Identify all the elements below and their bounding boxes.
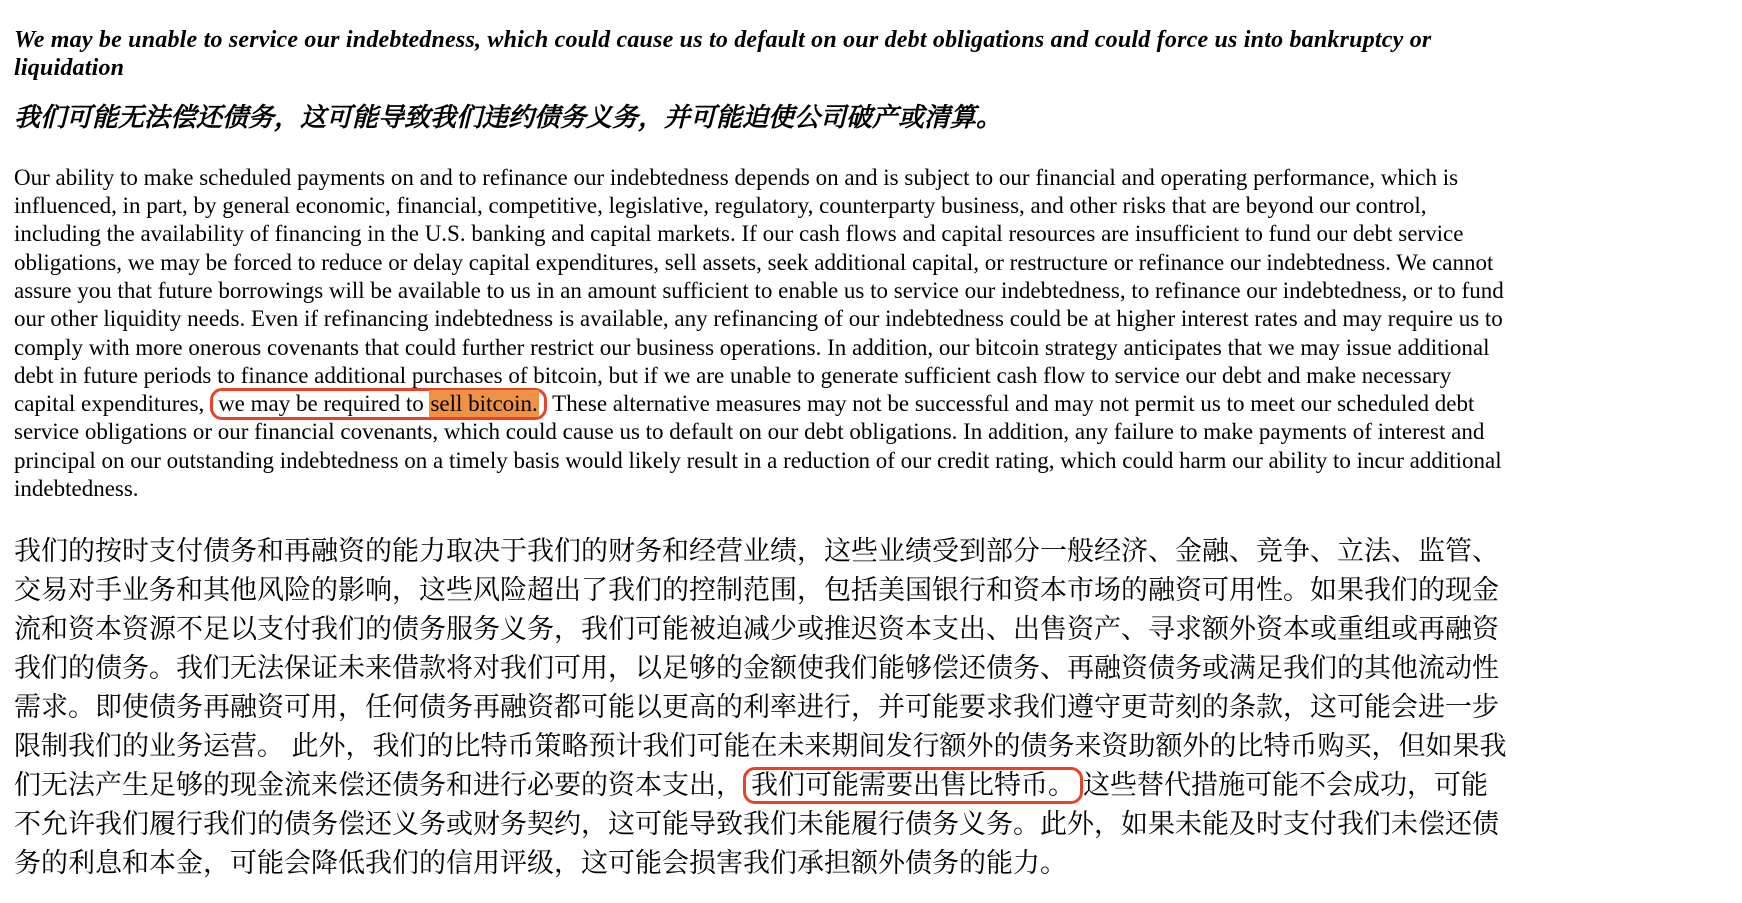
risk-heading-zh: 我们可能无法偿还债务，这可能导致我们违约债务义务，并可能迫使公司破产或清算。 [14,101,1003,132]
annotation-box-en-text: we may be required to [218,391,430,417]
annotation-box-en [210,388,547,420]
paragraph-zh-post: 这些替代措施可能不会成功，可能不允许我们履行我们的债务偿还义务或财务契约，这可能导致我们未能履行债务义务。此外，如果未能及时支付我们未偿还债务的利息和本金，可能会降低我们的信用评级，这可能会损害我们承担额外债务的能力。 [14,770,1499,879]
paragraph-en-post: These alternative measures may not be successful and may not permit us to meet our scheduled debt service obligations or our financial covenants, which could cause us to default on our debt obligations. In addition, any failure to make payments of interest and principal on our outstanding indebtedness on a timely basis would likely result in a reduction of our credit rating, which could harm our ability to incur additional indebtedness. [14,391,1502,502]
document-content [14,26,1512,883]
risk-paragraph-zh [14,532,1512,883]
annotation-box-zh: 我们可能需要出售比特币。 [743,767,1083,804]
paragraph-zh-pre: 我们的按时支付债务和再融资的能力取决于我们的财务和经营业绩，这些业绩受到部分一般经济、金融、竞争、立法、监管、交易对手业务和其他风险的影响，这些风险超出了我们的控制范围，包括美国银行和资本市场的融资可用性。如果我们的现金流和资本资源不足以支付我们的债务服务义务，我们可能被迫减少或推迟资本支出、出售资产、寻求额外资本或重组或再融资我们的债务。我们无法保证未来借款将对我们可用，以足够的金额使我们能够偿还债务、再融资债务或满足我们的其他流动性需求。即使债务再融资可用，任何债务再融资都可能以更高的利率进行，并可能要求我们遵守更苛刻的条款，这可能会进一步限制我们的业务运营。 此外，我们的比特币策略预计我们可能在未来期间发行额外的债务来资助额外的比特币购买，但如果我们无法产生足够的现金流来偿还债务和进行必要的资本支出， [14,536,1507,801]
risk-paragraph-en [14,164,1512,504]
highlight-sell-bitcoin: sell bitcoin. [430,391,538,417]
paragraph-en-pre: Our ability to make scheduled payments on and to refinance our indebtedness depends on and is subject to our financial and operating performance, which is influenced, in part, by general economic, financial, competitive, legislative, regulatory, counterparty business, and other risks that are beyond our control, including the availability of financing in the U.S. banking and capital markets. If our cash flows and capital resources are insufficient to fund our debt service obligations, we may be forced to reduce or delay capital expenditures, sell assets, seek additional capital, or restructure or refinance our indebtedness. We cannot assure you that future borrowings will be available to us in an amount sufficient to enable us to service our indebtedness, to refinance our indebtedness, or to fund our other liquidity needs. Even if refinancing indebtedness is available, any refinancing of our indebtedness could be at higher interest rates and may require us to comply with more onerous covenants that could further restrict our business operations. In addition, our bitcoin strategy anticipates that we may issue additional debt in future periods to finance additional purchases of bitcoin, but if we are unable to generate sufficient cash flow to service our debt and make necessary capital expenditures, [14,164,1504,417]
risk-heading-en: We may be unable to service our indebtedness, which could cause us to default on our debt obligations and could force us into bankruptcy or liquidation [14,27,1432,82]
